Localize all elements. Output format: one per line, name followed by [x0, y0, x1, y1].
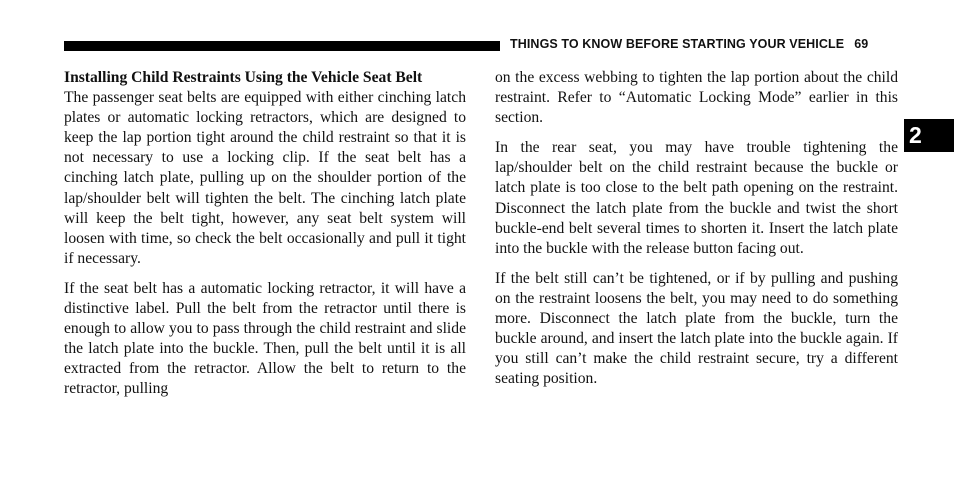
- section-title: THINGS TO KNOW BEFORE STARTING YOUR VEHICLE: [510, 37, 845, 51]
- paragraph: In the rear seat, you may have trouble tightening the lap/shoulder belt on the child restraint because the buckle or latch plate is too close to the belt path opening on the restraint. Disconnect the latch plate from the buckle and twist the short buckle-end belt several times to shorten it. Insert the latch plate into the buckle with the release button facing out.: [495, 139, 898, 257]
- section-heading: Installing Child Restraints Using the Vehicle Seat Belt: [64, 69, 423, 86]
- header-rule: [64, 41, 500, 51]
- chapter-tab: [904, 119, 954, 152]
- right-column: [495, 68, 898, 399]
- running-header: [510, 37, 900, 51]
- left-column: [64, 68, 466, 410]
- paragraph: on the excess webbing to tighten the lap portion about the child restraint. Refer to “Automatic Locking Mode” earlier in this section.: [495, 69, 898, 127]
- page-number: 69: [854, 37, 869, 51]
- paragraph: If the seat belt has a automatic locking retractor, it will have a distinctive label. Pull the belt from the retractor until there is enough to allow you to pass through the child restraint and slide the latch plate into the buckle. Then, pull the belt until it is all extracted from the retractor. Allow the belt to return to the retractor, pulling: [64, 279, 466, 398]
- paragraph: The passenger seat belts are equipped with either cinching latch plates or automatic locking retractors, which are designed to keep the lap portion tight around the child restraint so that it is not necessary to use a locking clip. If the seat belt has a cinching latch plate, pulling up on the shoulder portion of the lap/shoulder belt will tighten the belt. The cinching latch plate will keep the belt tight, however, any seat belt system will loosen with time, so check the belt occasionally and pull it tight if necessary.: [64, 89, 466, 267]
- paragraph: If the belt still can’t be tightened, or if by pulling and pushing on the restraint loosens the belt, you may need to do something more. Disconnect the latch plate from the buckle, turn the buckle around, and insert the latch plate into the buckle again. If you still can’t make the child restraint secure, try a different seating position.: [495, 269, 898, 388]
- chapter-number: 2: [909, 122, 922, 148]
